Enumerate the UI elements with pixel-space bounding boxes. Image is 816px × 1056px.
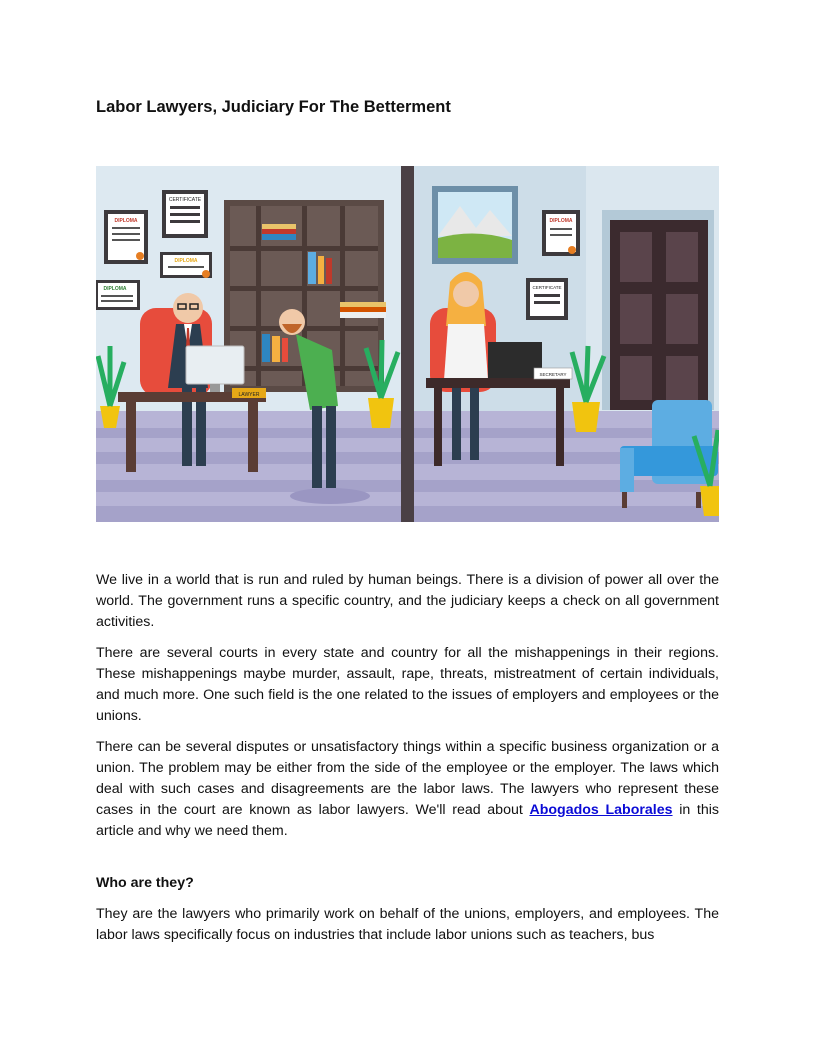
article-title: Labor Lawyers, Judiciary For The Betterment [96, 98, 451, 116]
svg-text:CERTIFICATE: CERTIFICATE [532, 285, 562, 290]
certificate-frame-right [526, 278, 568, 320]
secretary-nameplate [534, 368, 572, 379]
paragraph-2: There are several courts in every state and country for all the mishappenings in their regions. These mishappenings maybe murder, assault, rape, threats, mistreatment of certain individuals, and much more. One such field is the one related to the issues of employers and employees or the unions. [96, 645, 719, 724]
paragraph-1: We live in a world that is run and ruled by human beings. There is a division of power all over the world. The government runs a specific country, and the judiciary keeps a check on all government activities. [96, 572, 719, 630]
article-body [96, 570, 719, 956]
abogados-laborales-link[interactable]: Abogados Laborales [529, 802, 673, 818]
svg-text:DIPLOMA: DIPLOMA [103, 286, 127, 292]
office-door [602, 210, 714, 410]
paragraph-4: They are the lawyers who primarily work on behalf of the unions, employers, and employees. The labor laws specifically focus on industries that include labor unions such as teachers, bus [96, 906, 719, 943]
certificate-frame-left [162, 190, 208, 238]
svg-text:SECRETARY: SECRETARY [539, 372, 567, 377]
svg-text:LAWYER: LAWYER [238, 392, 260, 398]
landscape-painting [432, 186, 518, 264]
diploma-frame-3 [96, 280, 140, 310]
office-illustration [96, 166, 719, 522]
svg-text:DIPLOMA: DIPLOMA [114, 218, 138, 224]
document-page [96, 96, 719, 943]
lawyer-nameplate [232, 388, 266, 398]
diploma-frame-1 [104, 210, 148, 264]
paragraph-3 [96, 737, 719, 842]
svg-text:CERTIFICATE: CERTIFICATE [168, 197, 202, 203]
paragraph-3-text-start: There can be several disputes or unsatisfactory things within a specific business organization or a union. The problem may be either from the side of the employee or the employer. The laws which deal with such cases and disagreements are the labor laws. The lawyers who represent these cases in the court are known as labor lawyers. We'll read about [96, 739, 719, 818]
section-heading-who: Who are they? [96, 875, 194, 891]
svg-text:DIPLOMA: DIPLOMA [174, 258, 198, 264]
paragraph-3-text-end: in this article and why we need them. [96, 802, 719, 839]
diploma-frame-right [542, 210, 580, 256]
svg-text:DIPLOMA: DIPLOMA [549, 218, 573, 224]
diploma-frame-2 [160, 252, 212, 278]
